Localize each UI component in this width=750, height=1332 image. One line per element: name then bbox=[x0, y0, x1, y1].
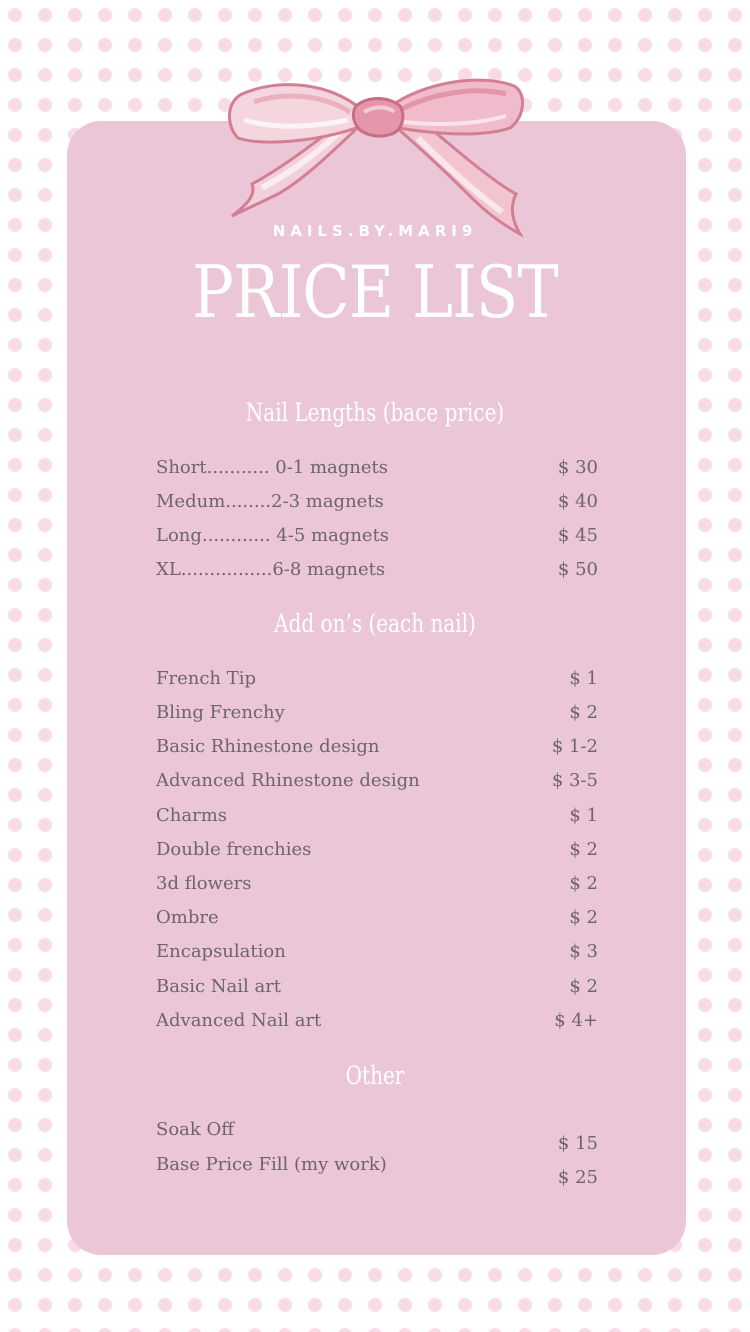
other-item-name: Base Price Fill (my work) bbox=[156, 1154, 387, 1175]
addon-item-price: $ 3-5 bbox=[551, 770, 598, 791]
addon-item-price: $ 1 bbox=[569, 668, 598, 689]
other-item-name: Soak Off bbox=[156, 1119, 235, 1140]
addon-item-price: $ 3 bbox=[569, 941, 598, 962]
addon-item-price: $ 1 bbox=[569, 805, 598, 826]
addon-item-name: French Tip bbox=[156, 668, 257, 689]
length-item-name: XL................6-8 magnets bbox=[156, 559, 386, 580]
length-item-price: $ 30 bbox=[557, 457, 598, 478]
length-item-price: $ 45 bbox=[557, 525, 598, 546]
section-title-lengths: Nail Lengths (bace price) bbox=[245, 398, 505, 427]
addon-item-name: Ombre bbox=[156, 907, 219, 928]
addon-item-name: Advanced Rhinestone design bbox=[156, 770, 420, 791]
addon-item-name: Bling Frenchy bbox=[156, 702, 285, 723]
other-item-price: $ 25 bbox=[557, 1167, 598, 1188]
addon-item-name: 3d flowers bbox=[156, 873, 252, 894]
addon-item-price: $ 1-2 bbox=[551, 736, 598, 757]
addon-item-price: $ 2 bbox=[569, 976, 598, 997]
page-title: PRICE LIST bbox=[192, 250, 558, 334]
section-title-addons: Add on’s (each nail) bbox=[274, 609, 476, 638]
length-item-name: Short........... 0-1 magnets bbox=[156, 457, 389, 478]
addon-item-price: $ 2 bbox=[569, 907, 598, 928]
section-title-other: Other bbox=[345, 1061, 405, 1090]
addon-item-price: $ 2 bbox=[569, 873, 598, 894]
length-item-price: $ 40 bbox=[557, 491, 598, 512]
addon-item-name: Basic Nail art bbox=[156, 976, 282, 997]
bow-icon bbox=[222, 72, 532, 244]
length-item-name: Medum........2-3 magnets bbox=[156, 491, 384, 512]
brand-name: NAILS.BY.MARI9 bbox=[272, 222, 478, 240]
addon-item-name: Basic Rhinestone design bbox=[156, 736, 380, 757]
addon-item-price: $ 2 bbox=[569, 702, 598, 723]
length-item-name: Long............ 4-5 magnets bbox=[156, 525, 390, 546]
other-item-price: $ 15 bbox=[557, 1133, 598, 1154]
addon-item-price: $ 2 bbox=[569, 839, 598, 860]
addon-item-price: $ 4+ bbox=[554, 1010, 598, 1031]
length-item-price: $ 50 bbox=[557, 559, 598, 580]
addon-item-name: Encapsulation bbox=[156, 941, 286, 962]
addon-item-name: Double frenchies bbox=[156, 839, 312, 860]
addon-item-name: Charms bbox=[156, 805, 228, 826]
addon-item-name: Advanced Nail art bbox=[156, 1010, 322, 1031]
